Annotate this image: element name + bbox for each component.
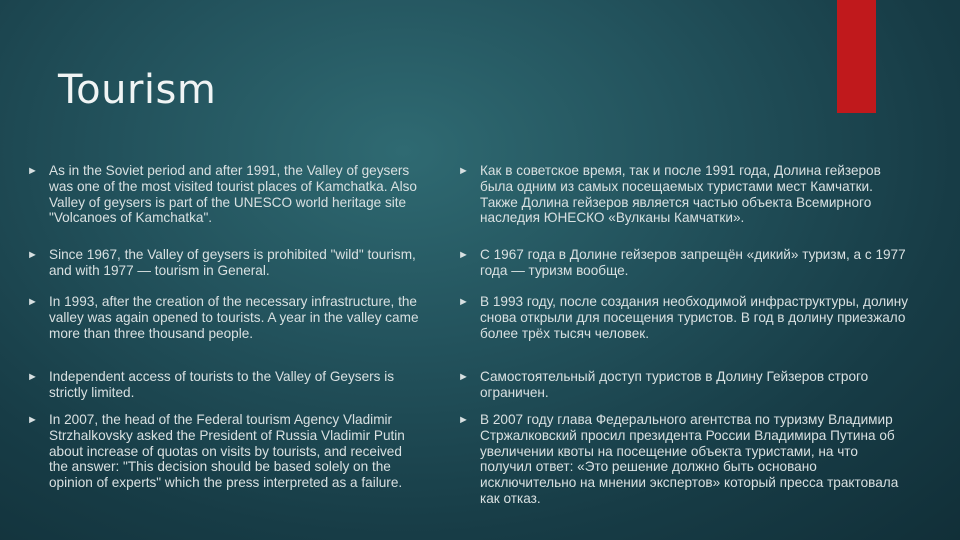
english-column: [27, 163, 427, 491]
list-item: [27, 163, 427, 247]
list-item: [458, 412, 908, 507]
list-item-text: Как в советское время, так и после 1991 года, Долина гейзеров была одним из самых посещаемых туристами мест Камчатки. Также Долина гейзеров является частью объекта Всемирного наследия ЮНЕСКО «Вулканы Камчатки».: [480, 163, 881, 226]
triangle-right-icon: ►: [27, 414, 38, 426]
list-item-text: As in the Soviet period and after 1991, the Valley of geysers was one of the most visited tourist places of Kamchatka. Also Valley of geysers is part of the UNESCO world heritage site "Volcanoes of Kamchatka".: [49, 163, 417, 226]
list-item: [27, 294, 427, 369]
triangle-right-icon: ►: [27, 249, 38, 261]
list-item: [458, 369, 908, 412]
triangle-right-icon: ►: [27, 296, 38, 308]
triangle-right-icon: ►: [27, 165, 38, 177]
triangle-right-icon: ►: [458, 414, 469, 426]
list-item-text: С 1967 года в Долине гейзеров запрещён «дикий» туризм, а с 1977 года — туризм вообще.: [480, 247, 906, 278]
list-item-text: В 1993 году, после создания необходимой инфраструктуры, долину снова открыли для посещения туристов. В год в долину приезжало более трёх тысяч человек.: [480, 294, 909, 341]
slide-title: Tourism: [58, 66, 217, 113]
triangle-right-icon: ►: [458, 249, 469, 261]
triangle-right-icon: ►: [458, 165, 469, 177]
triangle-right-icon: ►: [458, 371, 469, 383]
triangle-right-icon: ►: [458, 296, 469, 308]
list-item-text: Independent access of tourists to the Valley of Geysers is strictly limited.: [49, 369, 395, 400]
list-item: [458, 294, 908, 369]
list-item-text: Самостоятельный доступ туристов в Долину Гейзеров строго ограничен.: [480, 369, 869, 400]
list-item-text: In 2007, the head of the Federal tourism Agency Vladimir Strzhalkovsky asked the President of Russia Vladimir Putin about increase of quotas on visits by tourists, and received the answer: "This decision should be based solely on the opinion of experts" which the press interpreted as a failure.: [49, 412, 405, 491]
accent-bar: [837, 0, 876, 113]
list-item: [27, 369, 427, 412]
list-item-text: В 2007 году глава Федерального агентства по туризму Владимир Стржалковский просил президента России Владимира Путина об увеличении квоты на посещение объекта туристами, на что получил ответ: «Это решение должно быть основано исключительно на мнении экспертов» который пресса трактовала как отказ.: [480, 412, 899, 506]
list-item: [27, 247, 427, 294]
list-item-text: In 1993, after the creation of the necessary infrastructure, the valley was again opened to tourists. A year in the valley came more than three thousand people.: [49, 294, 419, 341]
triangle-right-icon: ►: [27, 371, 38, 383]
list-item: [27, 412, 427, 491]
russian-column: [458, 163, 908, 507]
list-item: [458, 247, 908, 294]
list-item: [458, 163, 908, 247]
list-item-text: Since 1967, the Valley of geysers is prohibited "wild" tourism, and with 1977 — tourism in General.: [49, 247, 416, 278]
